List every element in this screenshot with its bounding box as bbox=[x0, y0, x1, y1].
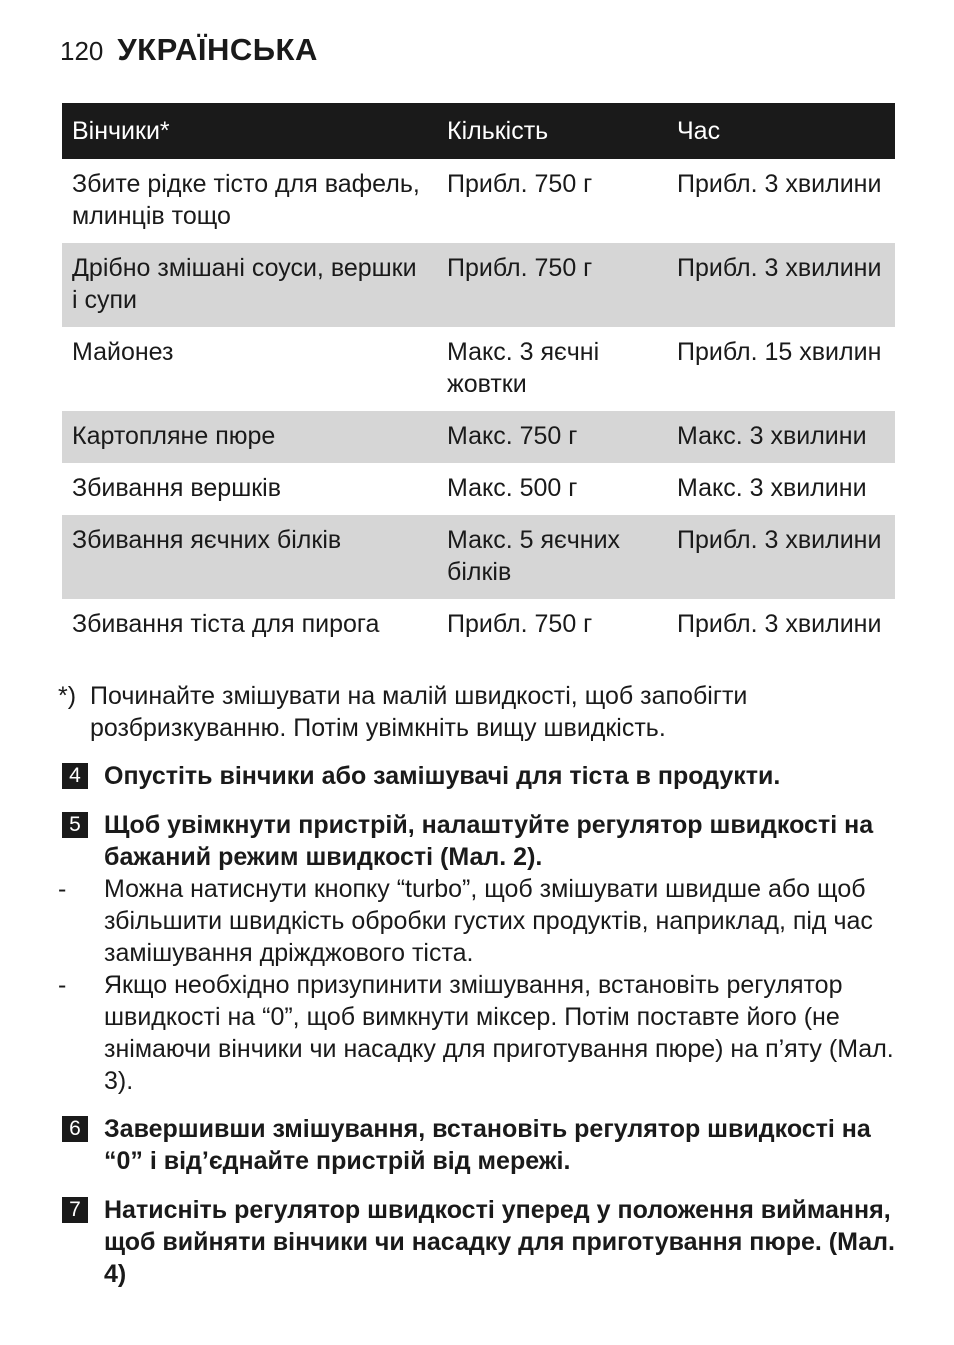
cell-time: Прибл. 3 хвилини bbox=[677, 610, 882, 638]
step-number-badge: 4 bbox=[62, 763, 88, 789]
cell-time: Макс. 3 хвилини bbox=[667, 411, 895, 463]
bullet-text: Якщо необхідно призупинити змішування, встановіть регулятор швидкості на “0”, щоб вимкнути міксер. Потім поставте його (не знімаючи вінчики чи насадку для приготування пюре) на п’яту (Мал. 3). bbox=[104, 971, 894, 1095]
step-number-badge: 5 bbox=[62, 812, 88, 838]
bullet-text: Можна натиснути кнопку “turbo”, щоб змішувати швидше або щоб збільшити швидкість обробки густих продуктів, наприклад, під час замішування дріжджового тіста. bbox=[104, 875, 873, 967]
cell-food: Збивання тіста для пирога bbox=[72, 610, 380, 638]
cell-quantity: Макс. 5 яєчних білків bbox=[437, 515, 667, 599]
step-text: Натисніть регулятор швидкості уперед у положення виймання, щоб вийняти вінчики чи насадку для приготування пюре. (Мал. 4) bbox=[104, 1196, 895, 1288]
table-row bbox=[62, 243, 895, 327]
cell-time: Прибл. 15 хвилин bbox=[677, 338, 882, 366]
dash-bullet: - bbox=[58, 971, 67, 999]
page-number: 120 bbox=[60, 36, 104, 66]
step-number-badge: 6 bbox=[62, 1116, 88, 1142]
cell-food: Збивання вершків bbox=[72, 474, 282, 502]
footnote-mark: *) bbox=[58, 682, 77, 710]
page-header bbox=[60, 32, 318, 68]
table-row bbox=[62, 599, 895, 679]
processing-table bbox=[62, 103, 895, 679]
page-title: УКРАЇНСЬКА bbox=[117, 32, 318, 67]
cell-time: Прибл. 3 хвилини bbox=[667, 243, 895, 327]
cell-quantity: Макс. 750 г bbox=[437, 411, 667, 463]
table-row bbox=[62, 411, 895, 463]
cell-food: Збивання яєчних білків bbox=[62, 515, 437, 599]
cell-quantity: Макс. 500 г bbox=[447, 474, 578, 502]
cell-quantity: Прибл. 750 г bbox=[437, 243, 667, 327]
list-item bbox=[58, 969, 902, 1097]
step-4 bbox=[62, 760, 902, 792]
table-row bbox=[62, 327, 895, 411]
dash-bullet: - bbox=[58, 875, 67, 903]
step-6 bbox=[62, 1113, 902, 1177]
table-header-row bbox=[62, 103, 895, 159]
cell-food: Картопляне пюре bbox=[62, 411, 437, 463]
step-5 bbox=[58, 809, 902, 1097]
cell-time: Макс. 3 хвилини bbox=[677, 474, 867, 502]
step-7 bbox=[62, 1194, 902, 1290]
column-header-food: Вінчики* bbox=[62, 103, 437, 159]
list-item bbox=[58, 873, 902, 969]
table-row bbox=[62, 463, 895, 515]
cell-quantity: Прибл. 750 г bbox=[447, 170, 593, 198]
cell-quantity: Макс. 3 яєчні жовтки bbox=[447, 338, 600, 398]
footnote-text: Починайте змішувати на малій швидкості, щоб запобігти розбризкуванню. Потім увімкніть вищу швидкість. bbox=[90, 682, 748, 742]
table-row bbox=[62, 159, 895, 243]
cell-food: Дрібно змішані соуси, вершки і супи bbox=[62, 243, 437, 327]
step-text: Щоб увімкнути пристрій, налаштуйте регулятор швидкості на бажаний режим швидкості (Мал. 2). bbox=[104, 811, 874, 871]
cell-food: Збите рідке тісто для вафель, млинців тощо bbox=[72, 170, 420, 230]
step-number-badge: 7 bbox=[62, 1197, 88, 1223]
column-header-time: Час bbox=[667, 103, 895, 159]
cell-food: Майонез bbox=[72, 338, 174, 366]
step-text: Завершивши змішування, встановіть регулятор швидкості на “0” і від’єднайте пристрій від мережі. bbox=[104, 1115, 871, 1175]
cell-quantity: Прибл. 750 г bbox=[447, 610, 593, 638]
column-header-quantity: Кількість bbox=[437, 103, 667, 159]
table-row bbox=[62, 515, 895, 599]
step-text: Опустіть вінчики або замішувачі для тіста в продукти. bbox=[104, 762, 781, 790]
cell-time: Прибл. 3 хвилини bbox=[677, 170, 882, 198]
cell-time: Прибл. 3 хвилини bbox=[667, 515, 895, 599]
footnote bbox=[58, 680, 898, 744]
